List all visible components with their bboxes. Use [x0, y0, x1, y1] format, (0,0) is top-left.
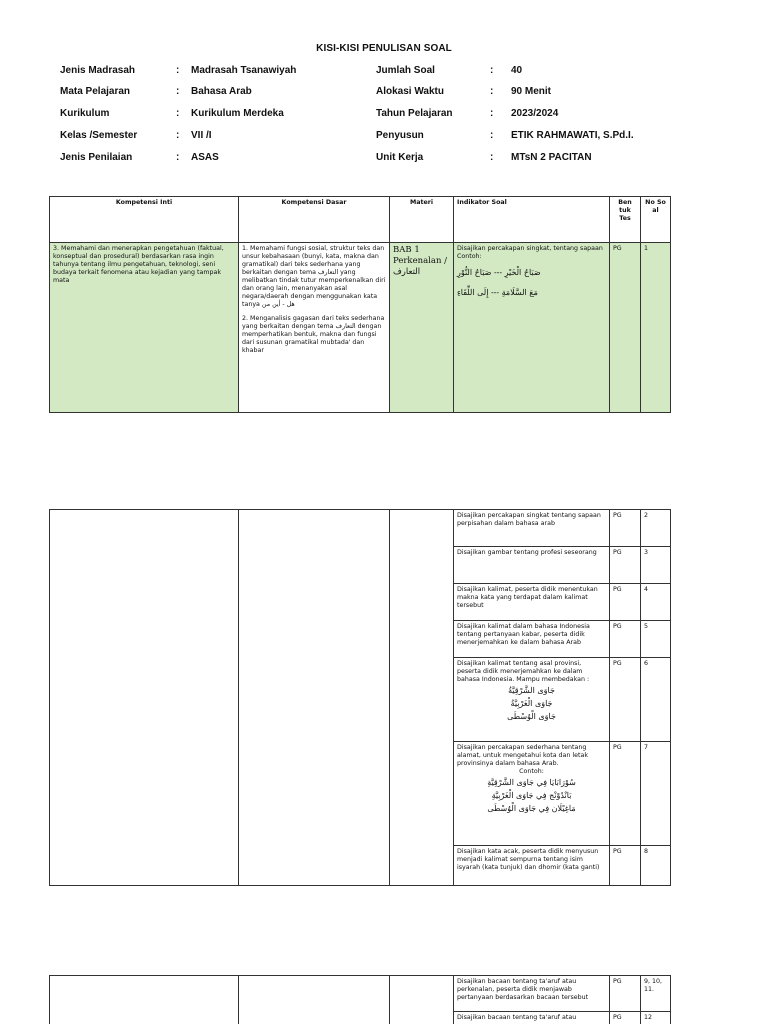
meta-label: Jenis Madrasah: [60, 65, 136, 76]
meta-label: Jenis Penilaian: [60, 152, 133, 163]
cell-kompetensi-dasar: [239, 976, 390, 1024]
kisi-kisi-table-2: [49, 509, 671, 886]
cell-indikator-soal: Disajikan kata acak, peserta didik menyusun menjadi kalimat sempurna tentang isim isyarah (kata tunjuk) dan dhomir (kata ganti): [454, 846, 610, 886]
cell-kompetensi-inti: [50, 976, 239, 1024]
indikator-arabic-example: صَبَاحُ الْخَيْرِ --- صَبَاحُ النُّوْرِ: [457, 268, 541, 277]
cell-indikator-soal: [454, 742, 610, 846]
cell-nomor-soal: 9, 10, 11.: [641, 976, 671, 1012]
cell-materi: [390, 976, 454, 1024]
meta-colon: :: [490, 152, 494, 163]
table-header-row: [50, 197, 671, 243]
table-row: [50, 510, 671, 547]
cell-nomor-soal: 1: [641, 243, 671, 413]
cell-nomor-soal: 2: [641, 510, 671, 547]
meta-value: 90 Menit: [511, 86, 552, 97]
indikator-arabic-example: مَاغِيْلَان فِي جَاوَى الْوُسْطَى: [487, 804, 576, 813]
cell-nomor-soal: 7: [641, 742, 671, 846]
meta-colon: :: [176, 152, 180, 163]
header-kompetensi-dasar: Kompetensi Dasar: [239, 197, 390, 243]
meta-colon: :: [176, 108, 180, 119]
cell-bentuk-tes: PG: [610, 584, 641, 621]
indikator-contoh: Contoh:: [457, 253, 482, 260]
meta-value: Kurikulum Merdeka: [191, 108, 284, 119]
cell-materi: [390, 510, 454, 886]
indikator-arabic-example: بَانْدُوْنْج فِي جَاوَى الْغَرْبِيَّةِ: [491, 791, 572, 800]
cell-nomor-soal: 3: [641, 547, 671, 584]
meta-label: Mata Pelajaran: [60, 86, 131, 97]
indikator-contoh: Contoh:: [519, 768, 544, 775]
table-3-clip: [0, 975, 768, 1024]
kd-item-1: 1. Memahami fungsi sosial, struktur teks dan unsur kebahasaan (bunyi, kata, makna dan gramatikal) dari teks sederhana yang berkaitan dengan tema التعارف yang melibatkan tindak tutur memperkenalkan diri dan orang lain, menanyakan asal negara/daerah dengan menggunakan kata tanya هل - أين من: [242, 245, 386, 308]
meta-row: [0, 152, 768, 166]
cell-kompetensi-inti: 3. Memahami dan menerapkan pengetahuan (faktual, konseptual dan prosedural) berdasarkan rasa ingin tahunya tentang ilmu pengetahuan, teknologi, seni budaya terkait fenomena atau kejadian yang tampak mata: [50, 243, 239, 413]
cell-kompetensi-inti: [50, 510, 239, 886]
meta-value: 40: [511, 65, 523, 76]
meta-value: Bahasa Arab: [191, 86, 252, 97]
cell-bentuk-tes: PG: [610, 846, 641, 886]
indikator-arabic-example: سُوْرَابَايَا فِي جَاوَى الشَّرْقِيَّةِ: [487, 778, 576, 787]
table-row: [50, 976, 671, 1012]
meta-label: Kelas /Semester: [60, 130, 138, 141]
meta-row: [0, 108, 768, 122]
meta-label: Penyusun: [376, 130, 424, 141]
indikator-arabic-example: مَعَ السَّلَامَةِ --- إِلَى اللِّقَاءِ: [457, 288, 538, 297]
cell-indikator-soal: [454, 243, 610, 413]
meta-colon: :: [176, 130, 180, 141]
cell-nomor-soal: 6: [641, 658, 671, 742]
meta-label: Kurikulum: [60, 108, 110, 119]
indikator-text: Disajikan kalimat tentang asal provinsi, peserta didik menerjemahkan ke dalam bahasa Indonesia. Mampu membedakan :: [457, 660, 590, 683]
cell-bentuk-tes: PG: [610, 621, 641, 658]
cell-bentuk-tes: PG: [610, 742, 641, 846]
meta-colon: :: [176, 65, 180, 76]
cell-indikator-soal: Disajikan bacaan tentang ta'aruf atau: [454, 1012, 610, 1024]
cell-materi: [390, 243, 454, 413]
meta-colon: :: [176, 86, 180, 97]
document-title: KISI-KISI PENULISAN SOAL: [316, 43, 452, 54]
meta-colon: :: [490, 86, 494, 97]
cell-indikator-soal: Disajikan percakapan singkat tentang sapaan perpisahan dalam bahasa arab: [454, 510, 610, 547]
kisi-kisi-table-3: [49, 975, 671, 1024]
cell-bentuk-tes: PG: [610, 976, 641, 1012]
cell-kompetensi-dasar: [239, 510, 390, 886]
cell-bentuk-tes: PG: [610, 1012, 641, 1024]
header-nomor-soal: No So al: [641, 197, 671, 243]
cell-nomor-soal: 5: [641, 621, 671, 658]
meta-label: Unit Kerja: [376, 152, 424, 163]
indikator-arabic-example: جَاوَى الْغَرْبِيَّةُ: [510, 699, 553, 708]
materi-topic-arabic: التعارف: [393, 267, 421, 277]
cell-indikator-soal: Disajikan gambar tentang profesi seseorang: [454, 547, 610, 584]
meta-label: Jumlah Soal: [376, 65, 435, 76]
meta-row: [0, 65, 768, 79]
cell-nomor-soal: 12: [641, 1012, 671, 1024]
cell-indikator-soal: Disajikan kalimat dalam bahasa Indonesia tentang pertanyaan kabar, peserta didik menerjemahkan ke dalam bahasa Arab: [454, 621, 610, 658]
cell-bentuk-tes: PG: [610, 547, 641, 584]
cell-indikator-soal: Disajikan kalimat, peserta didik menentukan makna kata yang terdapat dalam kalimat tersebut: [454, 584, 610, 621]
meta-value: 2023/2024: [511, 108, 559, 119]
materi-topic: Perkenalan /: [393, 256, 447, 266]
meta-colon: :: [490, 130, 494, 141]
meta-value: MTsN 2 PACITAN: [511, 152, 592, 163]
meta-row: [0, 86, 768, 100]
meta-label: Tahun Pelajaran: [376, 108, 453, 119]
header-indikator-soal: Indikator Soal: [454, 197, 610, 243]
meta-value: ETIK RAHMAWATI, S.Pd.I.: [511, 130, 634, 141]
indikator-text: Disajikan percakapan sederhana tentang alamat, untuk mengetahui kota dan letak provinsinya dalam bahasa Arab.: [457, 744, 589, 767]
materi-chapter: BAB 1: [393, 245, 420, 255]
cell-indikator-soal: Disajikan bacaan tentang ta'aruf atau perkenalan, peserta didik menjawab pertanyaan berdasarkan bacaan tersebut: [454, 976, 610, 1012]
kisi-kisi-table-1: [49, 196, 671, 413]
header-kompetensi-inti: Kompetensi Inti: [50, 197, 239, 243]
cell-nomor-soal: 4: [641, 584, 671, 621]
header-materi: Materi: [390, 197, 454, 243]
kd-item-2: 2. Menganalisis gagasan dari teks sederhana yang berkaitan dengan tema التعارف dengan memperhatikan bentuk, makna dan fungsi dari susunan gramatikal mubtada' dan khabar: [242, 315, 385, 354]
meta-colon: :: [490, 108, 494, 119]
cell-nomor-soal: 8: [641, 846, 671, 886]
cell-bentuk-tes: PG: [610, 510, 641, 547]
table-row: [50, 243, 671, 413]
cell-kompetensi-dasar: [239, 243, 390, 413]
cell-bentuk-tes: PG: [610, 243, 641, 413]
cell-indikator-soal: [454, 658, 610, 742]
indikator-arabic-example: جَاوَى الشَّرْقِيَّةُ: [508, 686, 555, 695]
meta-value: VII /I: [191, 130, 212, 141]
meta-value: Madrasah Tsanawiyah: [191, 65, 297, 76]
indikator-arabic-example: جَاوَى الْوُسْطَى: [507, 712, 556, 721]
header-bentuk-tes: Ben tuk Tes: [610, 197, 641, 243]
cell-bentuk-tes: PG: [610, 658, 641, 742]
indikator-text: Disajikan percakapan singkat, tentang sapaan: [457, 245, 603, 252]
meta-label: Alokasi Waktu: [376, 86, 444, 97]
meta-value: ASAS: [191, 152, 219, 163]
meta-colon: :: [490, 65, 494, 76]
meta-row: [0, 130, 768, 144]
